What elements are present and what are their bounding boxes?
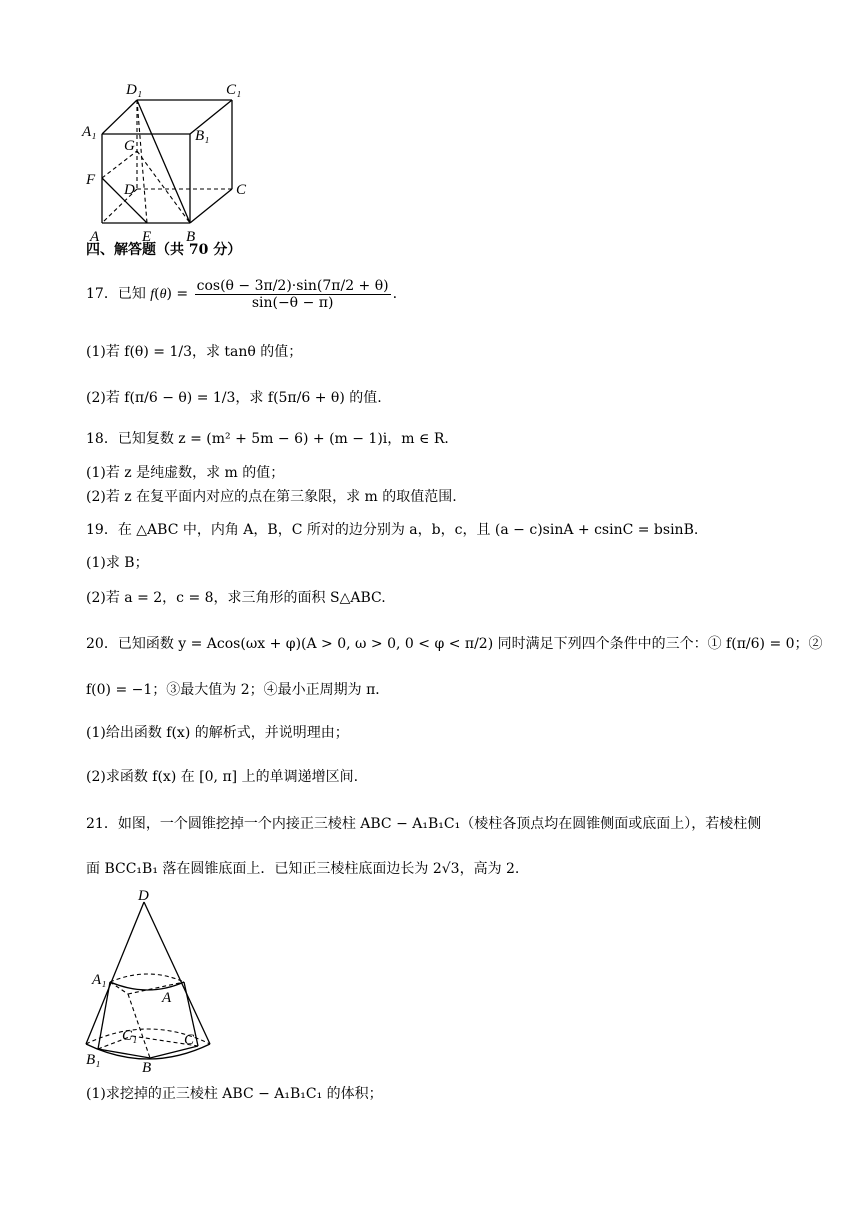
q21-lead: 21．如图，一个圆锥挖掉一个内接正三棱柱 ABC − A₁B₁C₁（棱柱各顶点均在圆锥侧面或底面上），若棱柱侧 (86, 816, 762, 832)
cone-figure (80, 886, 230, 1076)
q20-part2: (2)求函数 f(x) 在 [0, π] 上的单调递增区间. (86, 769, 359, 785)
q19-part1: (1)求 B； (86, 555, 149, 571)
q17-part1: (1)若 f(θ) = 1/3，求 tanθ 的值； (86, 344, 303, 360)
label-A1: A₁ (82, 124, 97, 140)
q18-part2: (2)若 z 在复平面内对应的点在第三象限，求 m 的取值范围. (86, 489, 457, 505)
cone-label-C1: C₁ (122, 1028, 138, 1044)
q18-lead: 18．已知复数 z = (m² + 5m − 6) + (m − 1)i，m ∈ R． (86, 431, 459, 447)
label-E: E (142, 229, 152, 244)
q21-lead2: 面 BCC₁B₁ 落在圆锥底面上．已知正三棱柱底面边长为 2√3，高为 2. (86, 861, 520, 877)
q17-part2: (2)若 f(π/6 − θ) = 1/3，求 f(5π/6 + θ) 的值. (86, 390, 382, 406)
q20-lead2: f(0) = −1；③最大值为 2；④最小正周期为 π． (86, 682, 390, 698)
q17-formula-num: cos(θ − 3π/2)·sin(7π/2 + θ) (196, 277, 389, 294)
q19-lead: 19．在 △ABC 中，内角 A，B，C 所对的边分别为 a，b，c，且 (a − c)sinA + csinC = bsinB. (86, 522, 699, 538)
cone-label-A: A (162, 990, 172, 1006)
q17-lead: 17．已知 (86, 286, 151, 302)
cone-label-C: C (184, 1032, 195, 1048)
q17-lead-line: 17．已知 f(θ) = $\frac{\cos(\theta - 3\pi/2)\cdot\sin(7\pi/2 + \theta)}{\sin(-\theta - \pi)}$ . (86, 277, 398, 311)
label-B: B (186, 229, 196, 244)
label-A: A (90, 229, 100, 244)
q17-formula (195, 278, 391, 311)
cone-label-B: B (142, 1060, 152, 1076)
label-D: D (124, 182, 135, 198)
q19-part2: (2)若 a = 2，c = 8，求三角形的面积 S△ABC. (86, 590, 386, 606)
cone-label-B1: B₁ (86, 1052, 101, 1068)
label-D1: D₁ (126, 82, 143, 98)
q18-part1: (1)若 z 是纯虚数，求 m 的值； (86, 465, 285, 481)
q21-part1: (1)求挖掉的正三棱柱 ABC − A₁B₁C₁ 的体积； (86, 1086, 383, 1102)
q20-lead: 20．已知函数 y = Acos(ωx + φ)(A > 0, ω > 0, 0 < φ < π/2) 同时满足下列四个条件中的三个：① f(π/6) = 0；② (86, 636, 823, 652)
label-F: F (86, 172, 96, 188)
label-B1: B₁ (195, 128, 210, 144)
label-C: C (236, 182, 247, 198)
q17-formula-den: sin(−θ − π) (251, 294, 334, 311)
cone-label-D: D (138, 888, 149, 904)
cone-label-A1: A₁ (92, 972, 107, 988)
label-C1: C₁ (226, 82, 242, 98)
cube-figure (80, 78, 260, 244)
q20-part1: (1)给出函数 f(x) 的解析式，并说明理由； (86, 725, 349, 741)
label-G: G (124, 138, 135, 154)
section-title: 四、解答题（共 70 分） (86, 242, 242, 258)
